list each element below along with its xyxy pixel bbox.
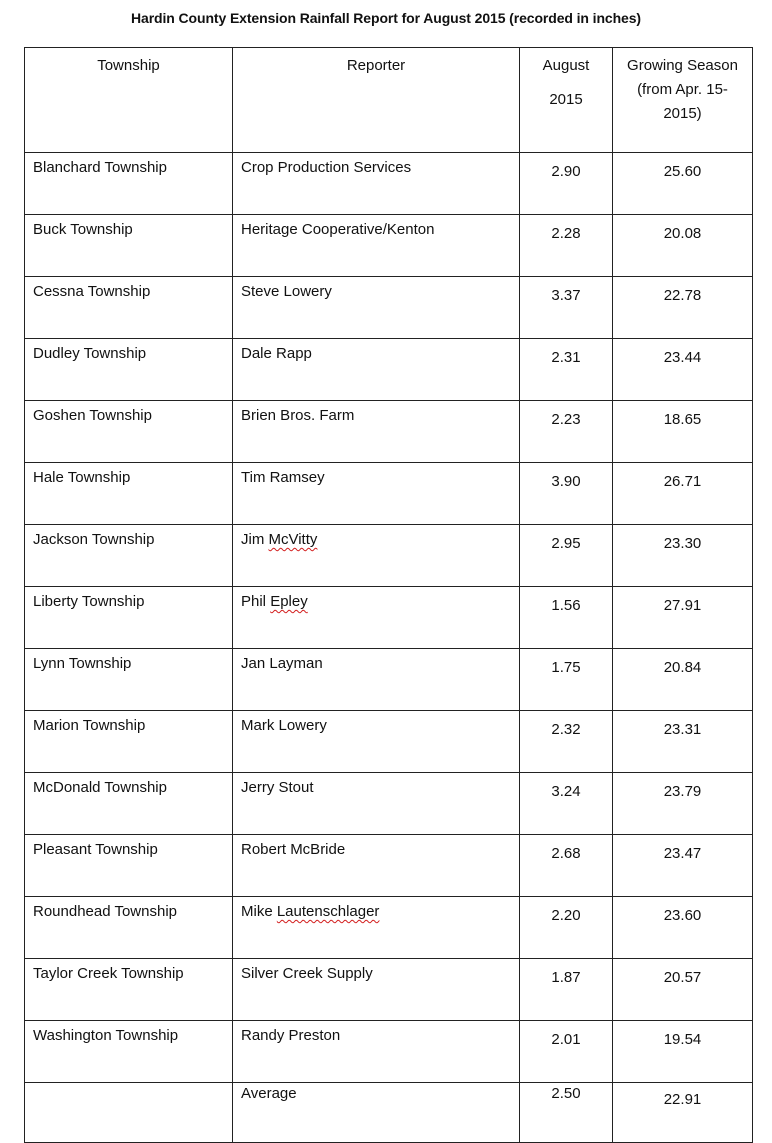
township-cell: Jackson Township (25, 525, 233, 587)
august-rainfall-cell: 3.37 (520, 277, 613, 339)
reporter-cell: Tim Ramsey (233, 463, 520, 525)
township-cell: McDonald Township (25, 773, 233, 835)
township-cell: Roundhead Township (25, 897, 233, 959)
table-row (25, 1021, 753, 1083)
township-cell: Cessna Township (25, 277, 233, 339)
header-august-line1: August (542, 57, 590, 74)
season-rainfall-cell: 23.30 (613, 525, 753, 587)
table-row (25, 835, 753, 897)
township-cell: Pleasant Township (25, 835, 233, 897)
august-rainfall-cell: 2.31 (520, 339, 613, 401)
table-row (25, 463, 753, 525)
reporter-cell: Silver Creek Supply (233, 959, 520, 1021)
august-rainfall-cell: 2.20 (520, 897, 613, 959)
season-rainfall-cell: 22.78 (613, 277, 753, 339)
table-row (25, 215, 753, 277)
reporter-cell: Brien Bros. Farm (233, 401, 520, 463)
header-township-label: Township (97, 57, 160, 74)
season-rainfall-cell: 26.71 (613, 463, 753, 525)
header-season-line1: Growing Season (627, 57, 738, 74)
table-body (25, 153, 753, 1143)
reporter-last-name-spellcheck: McVitty (268, 531, 318, 548)
township-cell: Marion Township (25, 711, 233, 773)
season-rainfall-cell: 23.79 (613, 773, 753, 835)
header-season-line3: 2015) (663, 105, 702, 122)
table-row (25, 339, 753, 401)
season-rainfall-cell: 23.47 (613, 835, 753, 897)
rainfall-table (24, 47, 753, 1143)
header-reporter (233, 48, 520, 153)
header-reporter-label: Reporter (346, 57, 406, 74)
header-august-line2: 2015 (549, 91, 583, 108)
header-row (25, 48, 753, 153)
reporter-first-name: Phil (241, 593, 271, 610)
township-cell: Hale Township (25, 463, 233, 525)
season-rainfall-cell: 23.31 (613, 711, 753, 773)
reporter-cell: Randy Preston (233, 1021, 520, 1083)
august-rainfall-cell: 2.68 (520, 835, 613, 897)
reporter-cell: Jan Layman (233, 649, 520, 711)
reporter-first-name: Mike (241, 903, 277, 920)
august-rainfall-cell: 2.32 (520, 711, 613, 773)
header-township (25, 48, 233, 153)
reporter-cell: Jerry Stout (233, 773, 520, 835)
township-cell: Lynn Township (25, 649, 233, 711)
report-title: Hardin County Extension Rainfall Report for August 2015 (recorded in inches) (131, 10, 641, 26)
august-rainfall-cell: 2.01 (520, 1021, 613, 1083)
season-rainfall-cell: 25.60 (613, 153, 753, 215)
reporter-last-name-spellcheck: Lautenschlager (276, 903, 380, 920)
reporter-cell: Crop Production Services (233, 153, 520, 215)
average-empty-cell (25, 1083, 233, 1143)
table-row (25, 649, 753, 711)
table-row (25, 773, 753, 835)
table-row (25, 401, 753, 463)
average-season-cell: 22.91 (613, 1083, 753, 1143)
township-cell: Taylor Creek Township (25, 959, 233, 1021)
reporter-cell: Robert McBride (233, 835, 520, 897)
season-rainfall-cell: 18.65 (613, 401, 753, 463)
reporter-cell: Heritage Cooperative/Kenton (233, 215, 520, 277)
township-cell: Goshen Township (25, 401, 233, 463)
august-rainfall-cell: 1.56 (520, 587, 613, 649)
table-row (25, 897, 753, 959)
reporter-cell: Mark Lowery (233, 711, 520, 773)
header-growing-season (613, 48, 753, 153)
table-row (25, 277, 753, 339)
season-rainfall-cell: 19.54 (613, 1021, 753, 1083)
season-rainfall-cell: 20.57 (613, 959, 753, 1021)
table-row (25, 959, 753, 1021)
august-rainfall-cell: 2.28 (520, 215, 613, 277)
season-rainfall-cell: 27.91 (613, 587, 753, 649)
township-cell: Liberty Township (25, 587, 233, 649)
average-label: Average (233, 1083, 520, 1143)
season-rainfall-cell: 23.60 (613, 897, 753, 959)
season-rainfall-cell: 20.08 (613, 215, 753, 277)
reporter-cell: Steve Lowery (233, 277, 520, 339)
reporter-cell (233, 897, 520, 959)
august-rainfall-cell: 2.95 (520, 525, 613, 587)
reporter-cell: Dale Rapp (233, 339, 520, 401)
august-rainfall-cell: 2.23 (520, 401, 613, 463)
august-rainfall-cell: 1.87 (520, 959, 613, 1021)
header-august (520, 48, 613, 153)
table-row (25, 587, 753, 649)
township-cell: Buck Township (25, 215, 233, 277)
table-row (25, 711, 753, 773)
reporter-cell (233, 525, 520, 587)
township-cell: Blanchard Township (25, 153, 233, 215)
season-rainfall-cell: 20.84 (613, 649, 753, 711)
township-cell: Dudley Township (25, 339, 233, 401)
august-rainfall-cell: 3.90 (520, 463, 613, 525)
table-row (25, 525, 753, 587)
august-rainfall-cell: 3.24 (520, 773, 613, 835)
table-row (25, 153, 753, 215)
reporter-cell (233, 587, 520, 649)
header-season-line2: (from Apr. 15- (637, 81, 728, 98)
average-august-cell: 2.50 (520, 1083, 613, 1143)
reporter-last-name-spellcheck: Epley (270, 593, 308, 610)
august-rainfall-cell: 2.90 (520, 153, 613, 215)
average-row (25, 1083, 753, 1143)
reporter-first-name: Jim (241, 531, 269, 548)
township-cell: Washington Township (25, 1021, 233, 1083)
august-rainfall-cell: 1.75 (520, 649, 613, 711)
season-rainfall-cell: 23.44 (613, 339, 753, 401)
